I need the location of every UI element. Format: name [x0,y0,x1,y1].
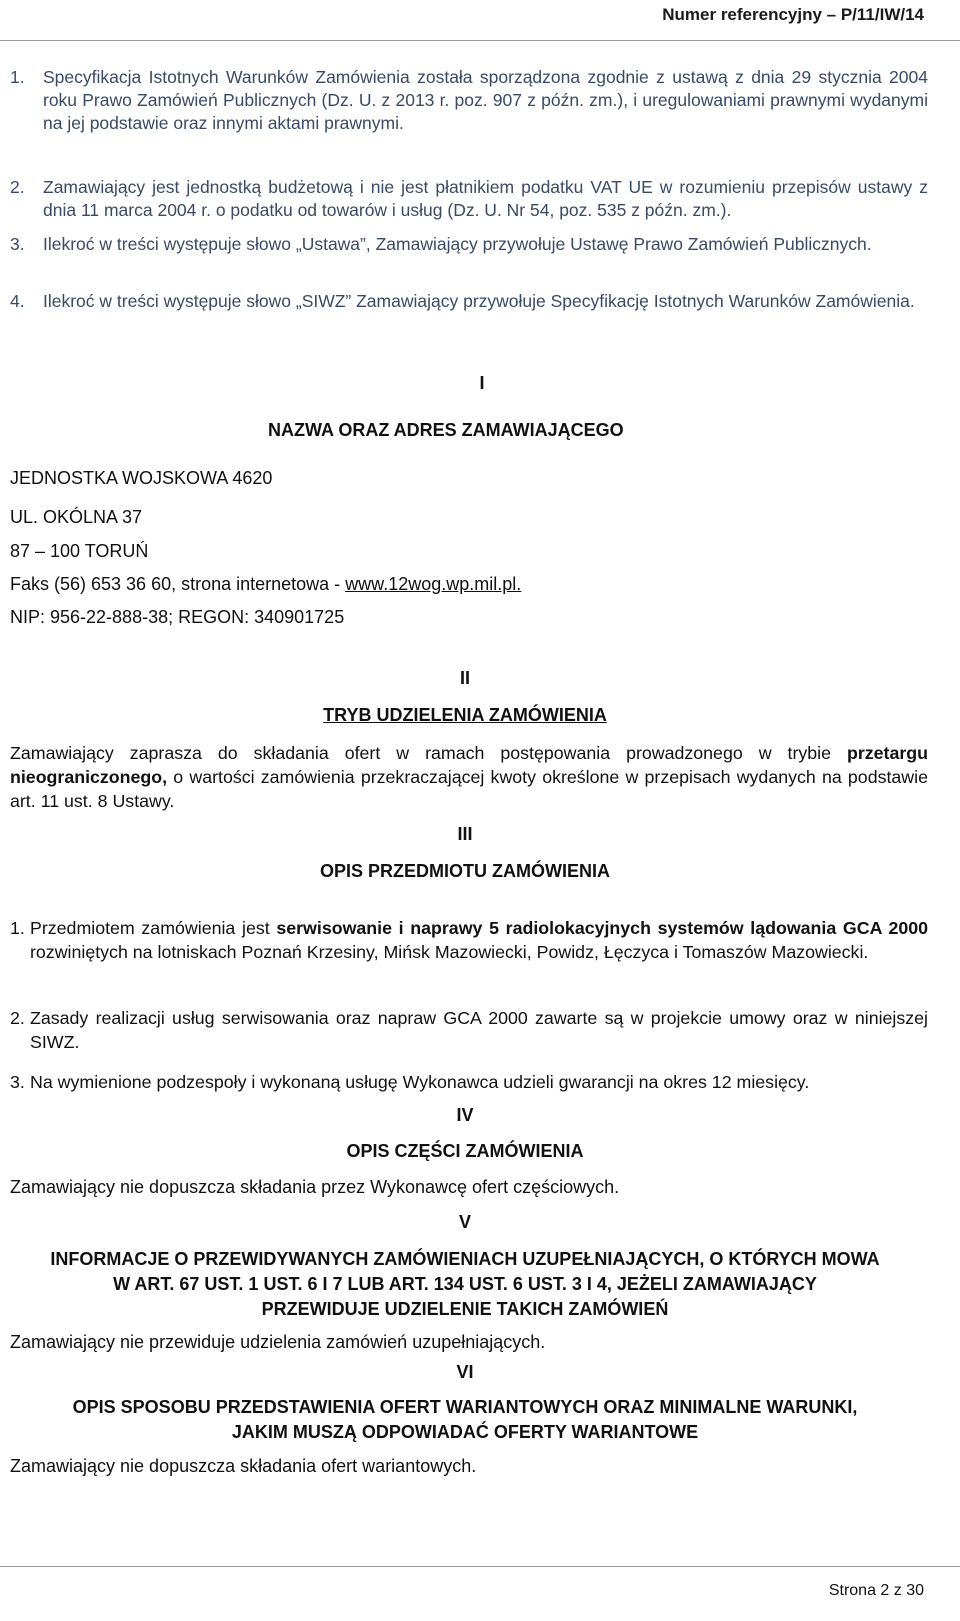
page-number: Strona 2 z 30 [828,1582,924,1599]
para-text: Zamawiający zaprasza do składania ofert w ramach postępowania prowadzonego w trybie [10,743,847,763]
fax-text: Faks (56) 653 36 60, strona internetowa - [10,574,346,594]
intro-text: Specyfikacja Istotnych Warunków Zamówienia została sporządzona zgodnie z ustawą z dnia 29 stycznia 2004 roku Prawo Zamówień Publicznych (Dz. U. z 2013 r. poz. 907 z późn. zm.), i uregulowaniami prawnymi wydanymi na jej podstawie oraz innymi aktami prawnymi. [43,67,928,133]
roman-numeral: I [479,373,485,393]
intro-text: Ilekroć w treści występuje słowo „SIWZ” Zamawiający przywołuje Specyfikację Istotnych Warunków Zamówienia. [43,291,915,311]
section-1-title: NAZWA ORAZ ADRES ZAMAWIAJĄCEGO [268,420,624,440]
section-3-item-3 [10,1070,928,1094]
para-text: o wartości zamówienia przekraczającej kwoty określone w przepisach wydanych na podstawie art. 11 ust. 8 Ustawy. [10,767,928,811]
org-nip-regon: NIP: 956-22-888-38; REGON: 340901725 [10,607,345,627]
intro-number: 1. [10,67,25,87]
intro-number: 3. [10,234,25,254]
intro-item-1 [10,66,928,135]
section-6-title [0,1395,930,1445]
section-3-roman: III [457,824,473,844]
item-bold-text: serwisowanie i naprawy 5 radiolokacyjnych systemów lądowania GCA 2000 [276,918,928,938]
item-number: 1. [10,918,25,938]
item-text: Na wymienione podzespoły i wykonaną usługę Wykonawca udzieli gwarancji na okres 12 miesięcy. [30,1072,810,1092]
org-name: JEDNOSTKA WOJSKOWA 4620 [10,468,273,488]
intro-number: 4. [10,291,25,311]
section-2-paragraph [10,741,928,813]
section-3-title: OPIS PRZEDMIOTU ZAMÓWIENIA [320,861,610,881]
para-bold-text: przetargu nieograniczonego, [10,743,928,787]
intro-text: Ilekroć w treści występuje słowo „Ustawa”, Zamawiający przywołuje Ustawę Prawo Zamówień Publicznych. [43,234,872,254]
intro-item-4 [10,290,928,313]
section-2-roman: II [459,668,470,688]
section-4-roman: IV [456,1105,474,1125]
section-2-title [0,705,930,726]
item-number: 3. [10,1072,25,1092]
section-1-roman [0,373,930,394]
item-text: Zasady realizacji usług serwisowania oraz napraw GCA 2000 zawarte są w projekcie umowy oraz w niniejszej SIWZ. [30,1008,928,1052]
section-3-item-2 [10,1006,928,1054]
section-6-title-line-2: JAKIM MUSZĄ ODPOWIADAĆ OFERTY WARIANTOWE [231,1422,699,1442]
section-5-text: Zamawiający nie przewiduje udzielenia zamówień uzupełniających. [10,1332,546,1352]
section-6-text: Zamawiający nie dopuszcza składania ofert wariantowych. [10,1456,477,1476]
section-4-text: Zamawiający nie dopuszcza składania przez Wykonawcę ofert częściowych. [10,1177,620,1197]
website-link[interactable]: www.12wog.wp.mil.pl. [345,574,522,594]
org-street: UL. OKÓLNA 37 [10,507,143,527]
org-city: 87 – 100 TORUŃ [10,541,149,561]
intro-item-3 [10,233,928,256]
item-text-part: rozwiniętych na lotniskach Poznań Krzesiny, Mińsk Mazowiecki, Powidz, Łęczyca i Tomaszów Mazowiecki. [30,942,869,962]
section-5-title-line-3: PRZEWIDUJE UDZIELENIE TAKICH ZAMÓWIEŃ [261,1299,669,1319]
intro-text: Zamawiający jest jednostką budżetową i nie jest płatnikiem podatku VAT UE w rozumieniu przepisów ustawy z dnia 11 marca 2004 r. o podatku od towarów i usług (Dz. U. Nr 54, poz. 535 z późn. zm.). [43,177,928,220]
section-5-title-line-1: INFORMACJE O PRZEWIDYWANYCH ZAMÓWIENIACH UZUPEŁNIAJĄCYCH, O KTÓRYCH MOWA [50,1249,880,1269]
section-2-title-text: TRYB UDZIELENIA ZAMÓWIENIA [323,705,607,725]
section-5-roman: V [458,1212,471,1232]
org-fax-line [10,574,521,595]
intro-item-2 [10,176,928,222]
item-text [30,916,928,964]
item-text-part: Przedmiotem zamówienia jest [30,918,277,938]
item-number: 2. [10,1008,25,1028]
section-4-title: OPIS CZĘŚCI ZAMÓWIENIA [346,1141,584,1161]
footer-divider [0,1566,960,1567]
header-divider [0,40,960,41]
section-3-item-1 [10,916,928,964]
reference-number: Numer referencyjny – P/11/IW/14 [662,5,924,24]
intro-number: 2. [10,177,25,197]
section-5-title [0,1247,930,1322]
section-5-title-line-2: W ART. 67 UST. 1 UST. 6 I 7 LUB ART. 134 UST. 6 UST. 3 I 4, JEŻELI ZAMAWIAJĄCY [113,1274,817,1294]
section-6-title-line-1: OPIS SPOSOBU PRZEDSTAWIENIA OFERT WARIANTOWYCH ORAZ MINIMALNE WARUNKI, [72,1397,858,1417]
section-6-roman: VI [456,1362,474,1382]
